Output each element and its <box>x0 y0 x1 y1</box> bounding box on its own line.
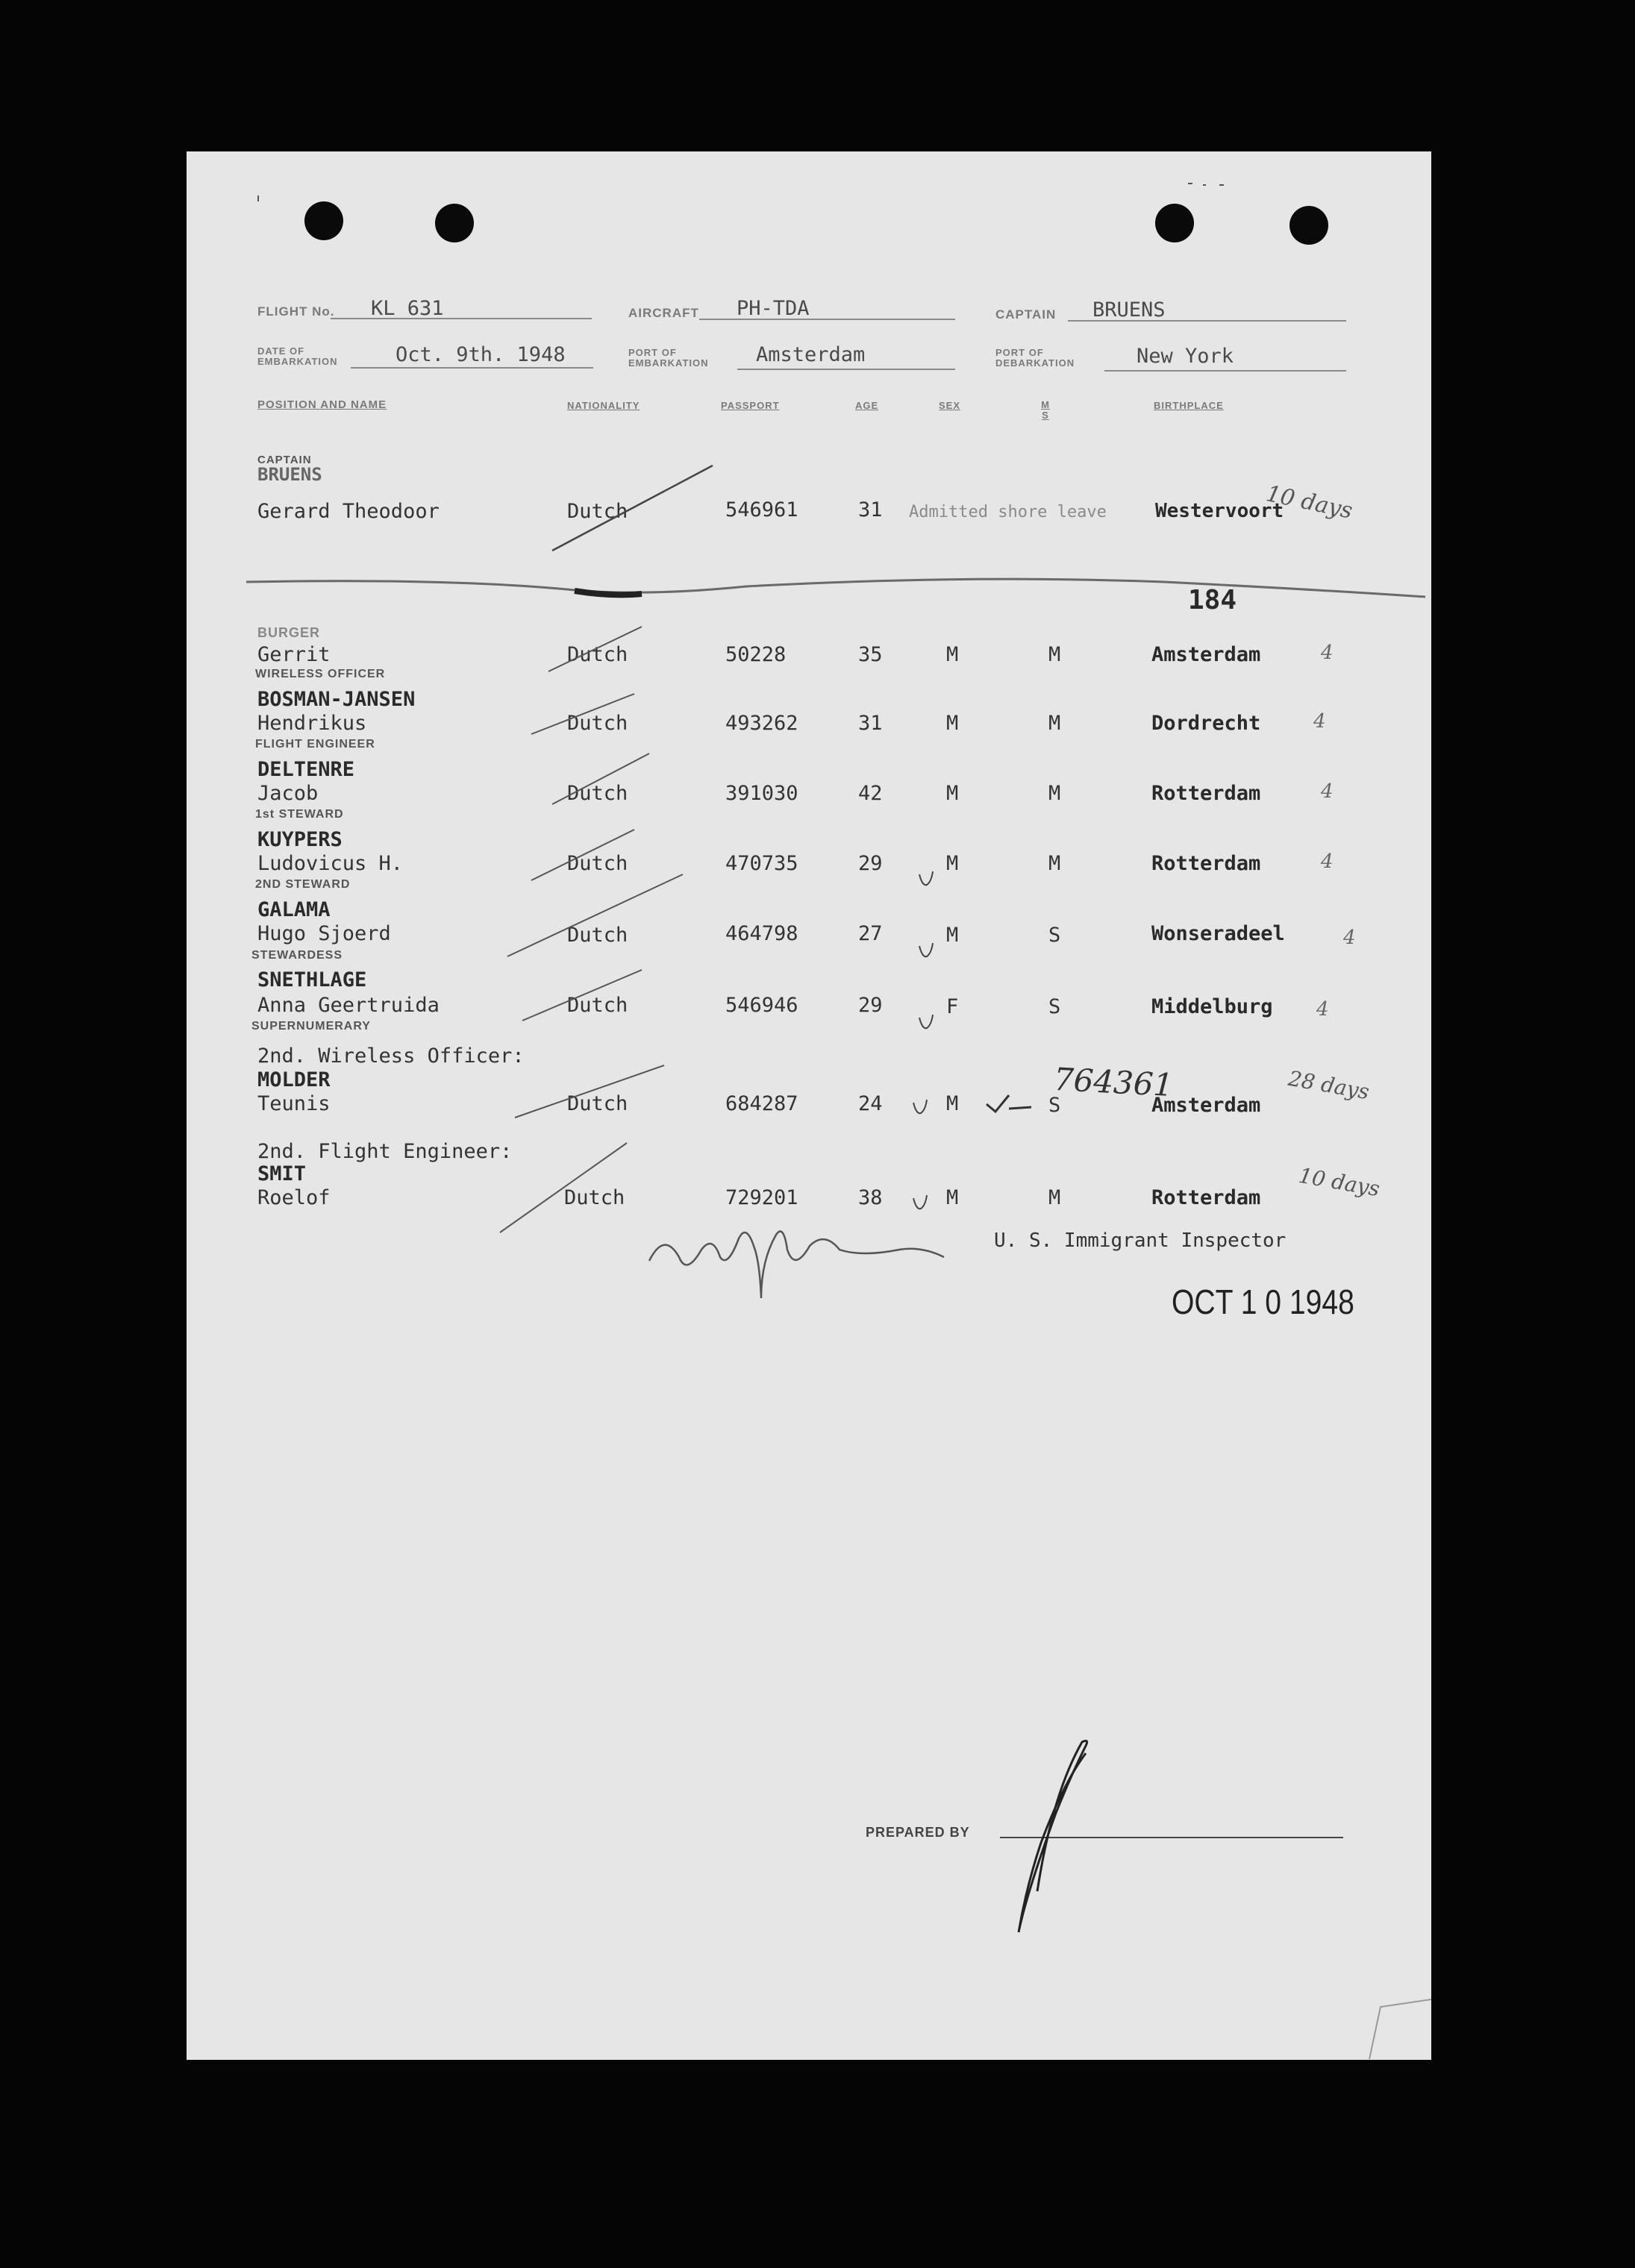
crew-ms: S <box>1048 995 1061 1018</box>
col-birthplace: BIRTHPLACE <box>1154 400 1224 411</box>
crew-sex: M <box>946 924 959 947</box>
captain-annotation: 10 days <box>1263 480 1355 524</box>
crew-given: Jacob <box>257 782 319 805</box>
crew-passport: 470735 <box>725 852 798 875</box>
crew-position-label: STEWARDESS <box>251 949 343 962</box>
crew-check-mark: 4 <box>1313 710 1326 733</box>
captain-label: CAPTAIN <box>995 307 1057 322</box>
captain-age: 31 <box>858 498 883 521</box>
captain-position: CAPTAIN <box>257 454 312 466</box>
punch-hole-2 <box>435 204 474 242</box>
crew-nationality: Dutch <box>567 924 628 947</box>
crew-ms: S <box>1048 924 1061 947</box>
prepared-by-line <box>1000 1837 1343 1838</box>
crew-given: Hugo Sjoerd <box>257 922 391 945</box>
crew-ms: M <box>1048 782 1061 805</box>
extra-crew-ms: M <box>1048 1186 1061 1209</box>
col-position-name: POSITION AND NAME <box>257 398 387 411</box>
crew-surname: BOSMAN-JANSEN <box>257 688 416 711</box>
crew-birthplace: Amsterdam <box>1151 643 1261 666</box>
date-label-line1: DATE OF <box>257 345 305 357</box>
col-ms: M S <box>1041 399 1050 421</box>
extra-crew-ms: S <box>1048 1094 1061 1117</box>
crew-sex: M <box>946 643 959 666</box>
crew-sex: M <box>946 852 959 875</box>
captain-passport: 546961 <box>725 498 798 521</box>
crew-ms: M <box>1048 852 1061 875</box>
crew-age: 29 <box>858 852 883 875</box>
crew-age: 31 <box>858 712 883 735</box>
col-age: AGE <box>855 400 879 411</box>
captain-birthplace: Westervoort <box>1155 500 1284 522</box>
col-nationality: NATIONALITY <box>567 400 640 411</box>
crew-position-label: FLIGHT ENGINEER <box>255 738 375 751</box>
aircraft-label: AIRCRAFT <box>628 306 699 320</box>
punch-hole-3 <box>1155 204 1194 242</box>
crew-birthplace: Middelburg <box>1151 995 1273 1018</box>
port-emb-label-line1: PORT OF <box>628 347 677 358</box>
crew-passport: 50228 <box>725 643 787 666</box>
captain-note: Admitted shore leave <box>909 503 1107 521</box>
extra-crew-surname: MOLDER <box>257 1068 331 1091</box>
crew-birthplace: Rotterdam <box>1151 852 1261 875</box>
extra-crew-given: Roelof <box>257 1186 331 1209</box>
crew-surname: DELTENRE <box>257 758 355 781</box>
crew-nationality: Dutch <box>567 712 628 735</box>
crew-check-mark: 4 <box>1321 642 1334 664</box>
inspector-title: U. S. Immigrant Inspector <box>994 1229 1287 1252</box>
crew-surname: GALAMA <box>257 898 331 921</box>
prepared-by-label: PREPARED BY <box>866 1825 970 1840</box>
extra-crew-birthplace: Amsterdam <box>1151 1094 1261 1117</box>
extra-crew-passport: 729201 <box>725 1186 798 1209</box>
crew-position-label: 1st STEWARD <box>255 808 344 821</box>
captain-given: Gerard Theodoor <box>257 500 440 523</box>
extra-crew-birthplace: Rotterdam <box>1151 1186 1261 1209</box>
crew-given: Hendrikus <box>257 712 367 735</box>
crew-ms: M <box>1048 643 1061 666</box>
crew-surname: BURGER <box>257 625 321 640</box>
crew-nationality: Dutch <box>567 994 628 1017</box>
extra-crew-correction: 764361 <box>1052 1060 1175 1104</box>
crew-surname: SNETHLAGE <box>257 968 367 992</box>
crew-passport: 493262 <box>725 712 798 735</box>
port-deb-label-line1: PORT OF <box>995 347 1044 358</box>
crew-position-label: SUPERNUMERARY <box>251 1020 371 1033</box>
flight-no-label: FLIGHT No. <box>257 304 335 319</box>
port-deb-label-line2: DEBARKATION <box>995 357 1075 369</box>
extra-crew-position: 2nd. Wireless Officer: <box>257 1044 525 1068</box>
crew-age: 27 <box>858 922 883 945</box>
crew-age: 29 <box>858 994 883 1017</box>
crew-passport: 391030 <box>725 782 798 805</box>
crew-nationality: Dutch <box>567 852 628 875</box>
port-deb-label <box>995 348 1075 369</box>
crew-given: Ludovicus H. <box>257 852 404 875</box>
captain-surname: BRUENS <box>257 464 322 485</box>
punch-hole-1 <box>304 201 343 240</box>
col-sex: SEX <box>939 400 961 411</box>
crew-check-mark: 4 <box>1321 780 1334 803</box>
captain-nationality: Dutch <box>567 500 628 523</box>
captain-value: BRUENS <box>1092 298 1166 322</box>
extra-crew-nationality: Dutch <box>567 1092 628 1115</box>
crew-sex: M <box>946 782 959 805</box>
crew-ms: M <box>1048 712 1061 735</box>
port-emb-label-line2: EMBARKATION <box>628 357 709 369</box>
date-label-line2: EMBARKATION <box>257 356 338 367</box>
port-deb-value: New York <box>1137 345 1234 368</box>
flight-no-value: KL 631 <box>371 297 444 320</box>
date-label <box>257 346 338 367</box>
page-number: 184 <box>1188 585 1237 615</box>
extra-crew-given: Teunis <box>257 1092 331 1115</box>
aircraft-value: PH-TDA <box>737 297 810 320</box>
crew-birthplace: Dordrecht <box>1151 712 1261 735</box>
extra-crew-sex: M <box>946 1092 959 1115</box>
crew-nationality: Dutch <box>567 643 628 666</box>
extra-crew-age: 38 <box>858 1186 883 1209</box>
extra-crew-sex: M <box>946 1186 959 1209</box>
crew-sex: M <box>946 712 959 735</box>
crew-check-mark: 4 <box>1343 927 1356 949</box>
port-emb-label <box>628 348 709 369</box>
crew-age: 35 <box>858 643 883 666</box>
crew-surname: KUYPERS <box>257 828 343 851</box>
port-emb-value: Amsterdam <box>756 343 866 366</box>
crew-position-label: 2ND STEWARD <box>255 878 351 891</box>
extra-crew-passport: 684287 <box>725 1092 798 1115</box>
crew-given: Anna Geertruida <box>257 994 440 1017</box>
date-stamp: OCT 1 0 1948 <box>1172 1282 1354 1321</box>
crew-check-mark: 4 <box>1316 998 1329 1021</box>
crew-passport: 464798 <box>725 922 798 945</box>
extra-crew-nationality: Dutch <box>564 1186 625 1209</box>
date-value: Oct. 9th. 1948 <box>396 343 566 366</box>
extra-crew-age: 24 <box>858 1092 883 1115</box>
extra-crew-annotation: 28 days <box>1286 1065 1372 1105</box>
extra-crew-annotation: 10 days <box>1296 1162 1382 1202</box>
crew-birthplace: Rotterdam <box>1151 782 1261 805</box>
crew-position-label: WIRELESS OFFICER <box>255 668 386 680</box>
crew-birthplace: Wonseradeel <box>1151 922 1285 945</box>
crew-passport: 546946 <box>725 994 798 1017</box>
extra-crew-position: 2nd. Flight Engineer: <box>257 1140 513 1163</box>
flight-no-line <box>331 315 592 319</box>
extra-crew-surname: SMIT <box>257 1162 307 1185</box>
crew-given: Gerrit <box>257 643 331 666</box>
crew-nationality: Dutch <box>567 782 628 805</box>
crew-sex: F <box>946 995 959 1018</box>
punch-hole-4 <box>1289 206 1328 245</box>
crew-check-mark: 4 <box>1321 850 1334 873</box>
col-passport: PASSPORT <box>721 400 780 411</box>
crew-age: 42 <box>858 782 883 805</box>
